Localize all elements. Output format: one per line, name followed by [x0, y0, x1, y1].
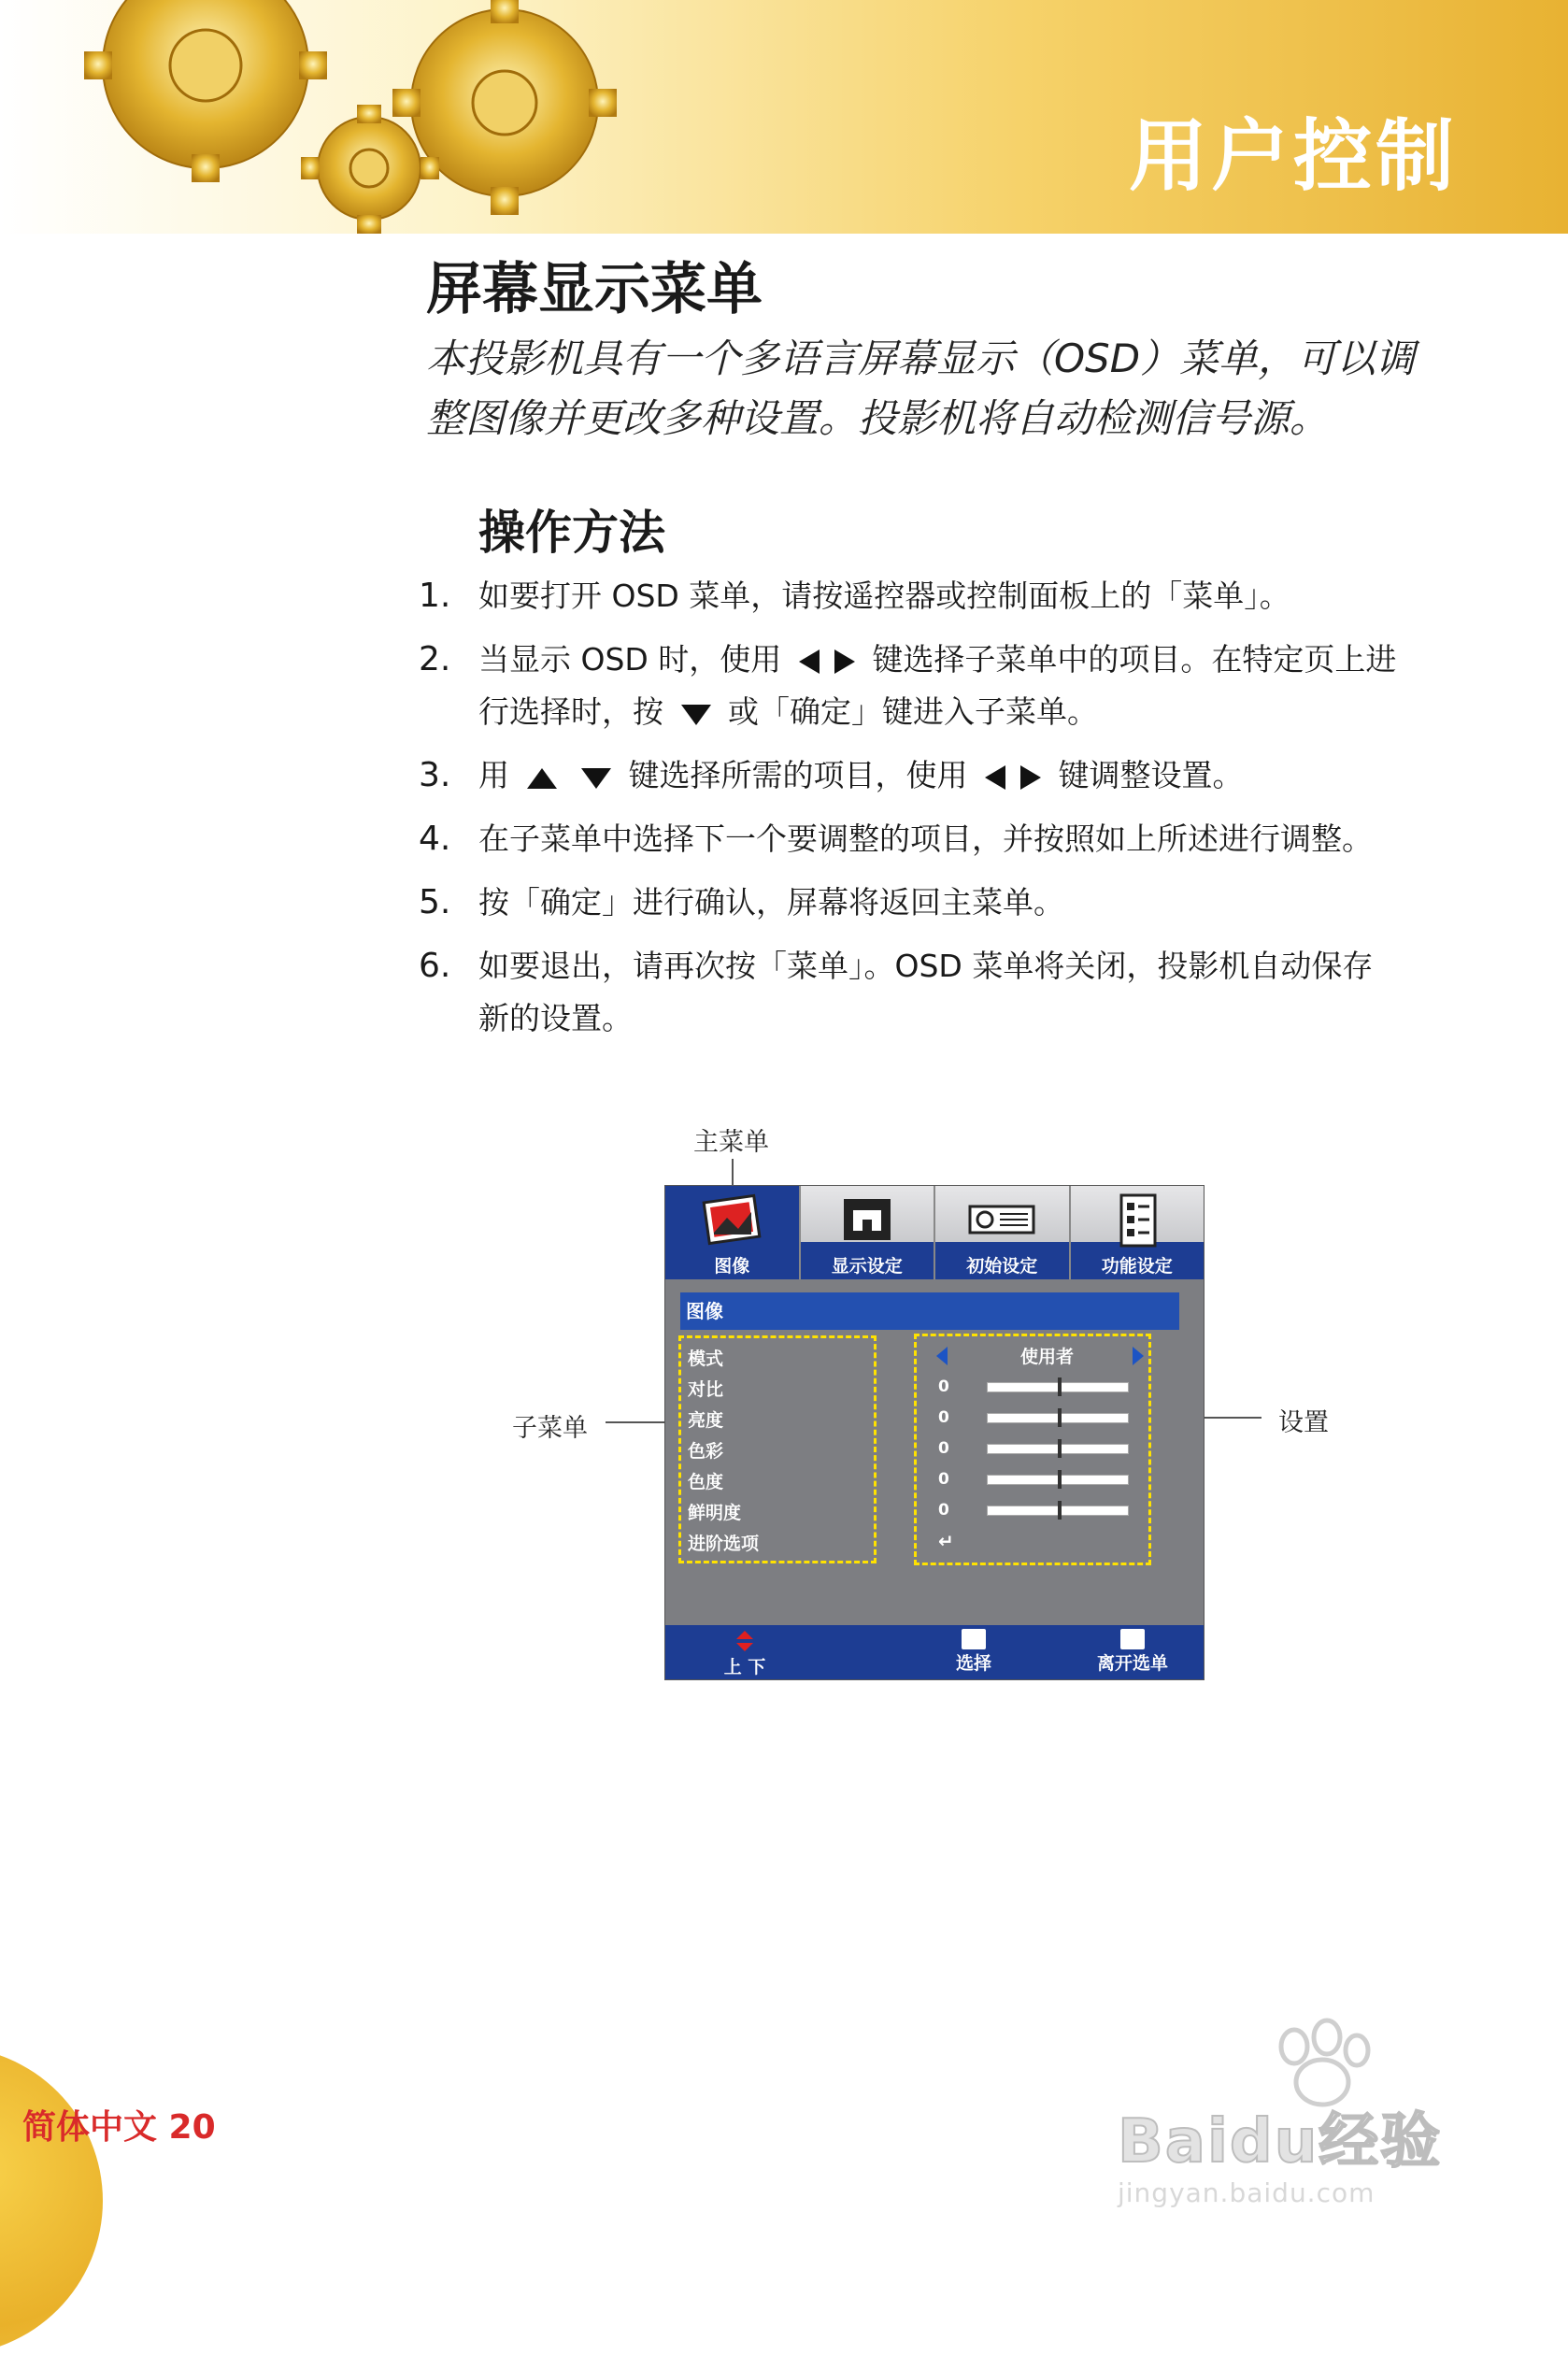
step-text: 如要打开 OSD 菜单，请按遥控器或控制面板上的「菜单」。 — [478, 578, 1290, 614]
footer-select — [936, 1625, 1011, 1675]
submenu-item-advanced[interactable]: 进阶选项 — [688, 1534, 760, 1554]
slider-knob[interactable] — [1058, 1408, 1062, 1427]
left-arrow-icon — [983, 764, 1007, 792]
osd-footer — [665, 1625, 1204, 1679]
step-item — [419, 940, 1484, 1045]
header-band — [0, 0, 1568, 234]
step-item — [419, 634, 1484, 738]
menu-key-icon — [1120, 1629, 1145, 1649]
submenu-item-sharpness[interactable]: 鲜明度 — [688, 1503, 742, 1523]
gears-icon — [28, 0, 682, 243]
step-text-part: 键选择所需的项目，使用 — [628, 757, 968, 793]
intro-line-2: 整图像并更改多种设置。投影机将自动检测信号源。 — [426, 395, 1330, 441]
header-title: 用户控制 — [1128, 110, 1458, 202]
contrast-slider[interactable] — [987, 1382, 1129, 1392]
step-text-part: 键选择子菜单中的项目。在特定页上进 — [872, 641, 1397, 678]
step-text-part: 键调整设置。 — [1058, 757, 1244, 793]
tint-value: 0 — [938, 1470, 949, 1489]
step-text-part: 新的设置。 — [478, 1000, 633, 1036]
panel-title: 图像 — [680, 1292, 1179, 1330]
step-number: 3. — [419, 756, 451, 794]
submenu-item-color[interactable]: 色彩 — [688, 1441, 724, 1462]
step-text — [478, 749, 1484, 802]
left-arrow-icon — [797, 648, 821, 676]
step-item — [419, 749, 1484, 802]
color-slider[interactable] — [987, 1444, 1129, 1454]
updown-icon — [733, 1629, 757, 1653]
step-number: 5. — [419, 883, 451, 921]
footer-exit — [1076, 1625, 1189, 1675]
tab-label: 初始设定 — [966, 1256, 1038, 1277]
step-text — [478, 940, 1484, 1045]
step-text: 按「确定」进行确认，屏幕将返回主菜单。 — [478, 884, 1064, 921]
submenu-item-mode[interactable]: 模式 — [688, 1349, 724, 1369]
down-arrow-icon — [679, 701, 713, 727]
step-item — [419, 877, 1484, 929]
step-number: 2. — [419, 640, 451, 678]
submenu-item-contrast[interactable]: 对比 — [688, 1379, 724, 1400]
projector-icon — [964, 1193, 1039, 1249]
section-intro — [426, 329, 1473, 449]
right-arrow-icon — [833, 648, 857, 676]
tab-image[interactable] — [665, 1186, 801, 1279]
osd-tabs — [665, 1186, 1204, 1279]
corner-decoration — [0, 2047, 103, 2355]
mode-right-arrow-icon[interactable] — [1133, 1347, 1144, 1365]
footer-label: 选择 — [955, 1653, 991, 1674]
brightness-slider[interactable] — [987, 1413, 1129, 1423]
step-number: 1. — [419, 577, 451, 615]
enter-icon[interactable]: ↵ — [938, 1530, 954, 1552]
label-settings: 设置 — [1278, 1408, 1329, 1437]
slider-knob[interactable] — [1058, 1501, 1062, 1520]
osd-menu — [664, 1185, 1205, 1680]
step-number: 6. — [419, 947, 451, 985]
section-subtitle: 操作方法 — [478, 506, 665, 560]
step-text: 在子菜单中选择下一个要调整的项目，并按照如上所述进行调整。 — [478, 821, 1373, 857]
down-arrow-icon — [579, 764, 613, 791]
checklist-icon — [1105, 1193, 1170, 1249]
callout-line-submenu — [606, 1421, 671, 1423]
step-number: 4. — [419, 820, 451, 858]
submenu-item-tint[interactable]: 色度 — [688, 1472, 724, 1492]
sharpness-value: 0 — [938, 1501, 949, 1520]
steps-list — [419, 570, 1484, 1056]
tab-label: 功能设定 — [1101, 1256, 1173, 1277]
slider-knob[interactable] — [1058, 1377, 1062, 1396]
mode-value: 使用者 — [1020, 1347, 1075, 1367]
step-text — [478, 634, 1484, 738]
mode-left-arrow-icon[interactable] — [936, 1347, 948, 1365]
slider-knob[interactable] — [1058, 1470, 1062, 1489]
step-text-part: 如要退出，请再次按「菜单」。OSD 菜单将关闭，投影机自动保存 — [478, 948, 1374, 984]
right-arrow-icon — [1019, 764, 1043, 792]
enter-key-icon — [962, 1629, 986, 1649]
tab-options[interactable] — [1071, 1186, 1205, 1279]
image-icon — [699, 1193, 764, 1249]
step-item — [419, 813, 1484, 865]
tint-slider[interactable] — [987, 1475, 1129, 1485]
slider-knob[interactable] — [1058, 1439, 1062, 1458]
watermark-url: jingyan.baidu.com — [1118, 2177, 1376, 2208]
step-text-part: 行选择时，按 — [478, 693, 663, 730]
sharpness-slider[interactable] — [987, 1506, 1129, 1516]
watermark-text: Baidu经验 — [1118, 2107, 1443, 2177]
section-title: 屏幕显示菜单 — [426, 257, 763, 322]
label-submenu: 子菜单 — [512, 1414, 588, 1443]
page-label: 简体中文 20 — [22, 2108, 216, 2147]
step-item — [419, 570, 1484, 622]
step-text-part: 用 — [478, 757, 509, 793]
tab-display[interactable] — [801, 1186, 936, 1279]
footer-label: 离开选单 — [1096, 1653, 1168, 1674]
submenu-item-brightness[interactable]: 亮度 — [688, 1410, 724, 1431]
step-text-part: 或「确定」键进入子菜单。 — [728, 693, 1098, 730]
footer-updown — [703, 1625, 787, 1678]
tab-label: 显示设定 — [831, 1256, 903, 1277]
tab-setup[interactable] — [935, 1186, 1071, 1279]
contrast-value: 0 — [938, 1377, 949, 1396]
display-icon — [834, 1193, 900, 1249]
footer-label: 上 下 — [723, 1657, 766, 1677]
brightness-value: 0 — [938, 1408, 949, 1427]
intro-line-1: 本投影机具有一个多语言屏幕显示（OSD）菜单，可以调 — [426, 335, 1416, 381]
up-arrow-icon — [525, 764, 559, 791]
step-text-part: 当显示 OSD 时，使用 — [478, 641, 782, 678]
tab-label: 图像 — [714, 1256, 750, 1277]
color-value: 0 — [938, 1439, 949, 1458]
label-main-menu: 主菜单 — [693, 1128, 769, 1157]
